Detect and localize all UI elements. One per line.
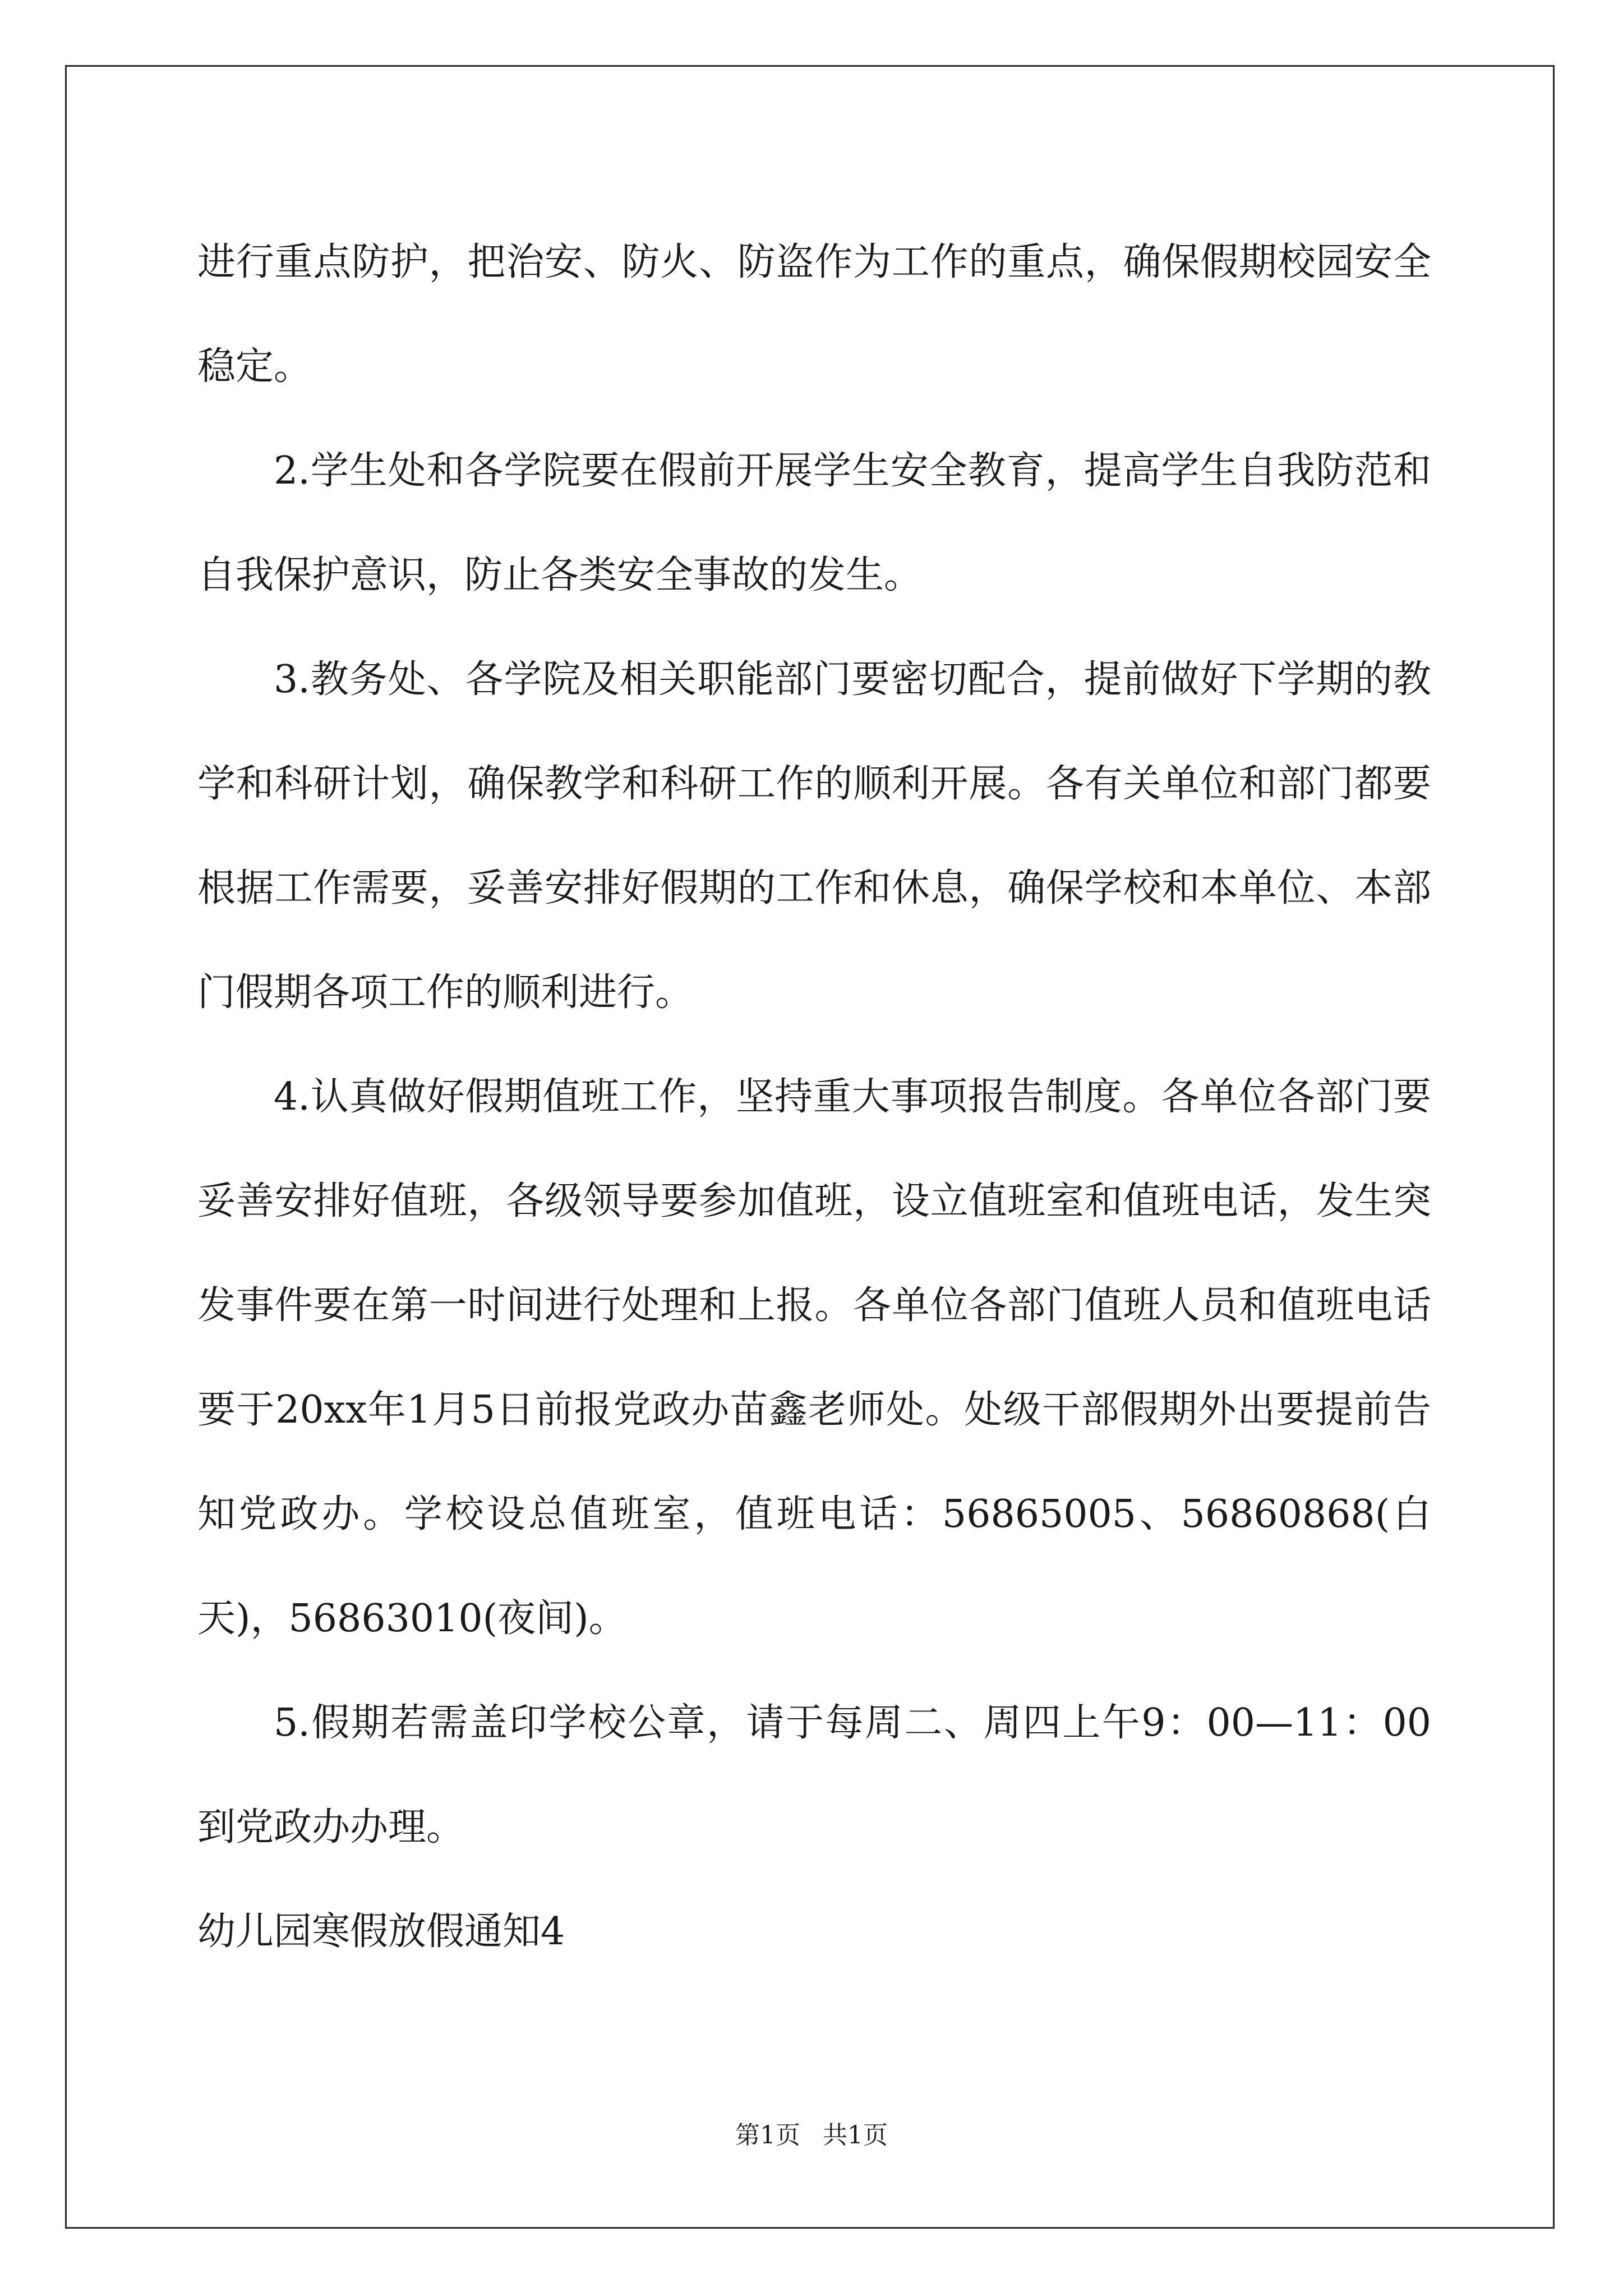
page-number-current: 第1页 bbox=[735, 2121, 800, 2150]
paragraph-item-4: 4.认真做好假期值班工作，坚持重大事项报告制度。各单位各部门要妥善安排好值班，各级领导要参加值班，设立值班室和值班电话，发生突发事件要在第一时间进行处理和上报。各单位各部门值班人员和值班电话要于20xx年1月5日前报党政办苗鑫老师处。处级干部假期外出要提前告知党政办。学校设总值班室，值班电话：56865005、56860868(白天)，56863010(夜间)。 bbox=[197, 1075, 1431, 1641]
document-body bbox=[197, 210, 1431, 1984]
page-footer bbox=[0, 2115, 1623, 2151]
section-heading: 幼儿园寒假放假通知4 bbox=[197, 1910, 565, 1954]
paragraph-continuation: 进行重点防护，把治安、防火、防盗作为工作的重点，确保假期校园安全稳定。 bbox=[197, 240, 1431, 389]
paragraph-item-5: 5.假期若需盖印学校公章，请于每周二、周四上午9：00—11：00到党政办办理。 bbox=[197, 1701, 1431, 1849]
paragraph-item-2: 2.学生处和各学院要在假前开展学生安全教育，提高学生自我防范和自我保护意识，防止各类安全事故的发生。 bbox=[197, 449, 1431, 597]
page-number-total: 共1页 bbox=[823, 2121, 888, 2150]
paragraph-item-3: 3.教务处、各学院及相关职能部门要密切配合，提前做好下学期的教学和科研计划，确保教学和科研工作的顺利开展。各有关单位和部门都要根据工作需要，妥善安排好假期的工作和休息，确保学校和本单位、本部门假期各项工作的顺利进行。 bbox=[197, 657, 1431, 1015]
